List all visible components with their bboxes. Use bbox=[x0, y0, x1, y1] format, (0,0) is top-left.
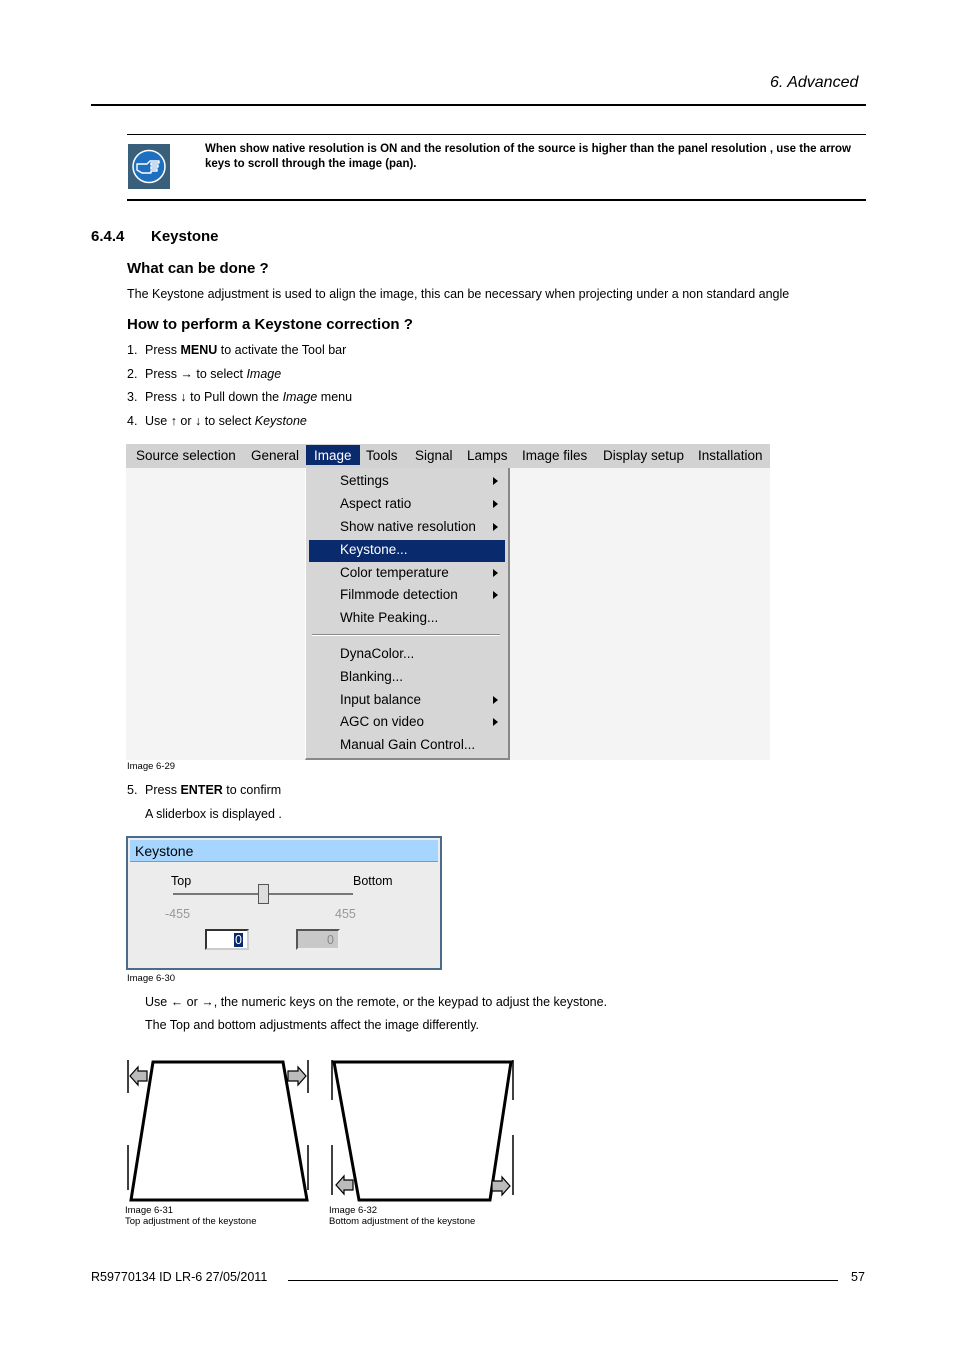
step-3: 3. Press ↓ to Pull down the Image menu bbox=[127, 390, 353, 404]
menu-item-filmmode-detection[interactable]: Filmmode detection bbox=[340, 587, 458, 602]
slider-label-bottom: Bottom bbox=[353, 874, 393, 888]
arrow-right-icon bbox=[492, 1177, 510, 1195]
menu-item-blanking[interactable]: Blanking... bbox=[340, 669, 404, 684]
slider-thumb[interactable] bbox=[258, 884, 269, 904]
slider-max-label: 455 bbox=[335, 907, 356, 921]
chapter-header: 6. Advanced bbox=[770, 74, 859, 91]
submenu-arrow-icon bbox=[493, 523, 498, 531]
caption-image-6-32: Image 6-32 bbox=[329, 1205, 378, 1216]
menu-source-selection[interactable]: Source selection bbox=[136, 448, 236, 463]
note-top-rule bbox=[127, 134, 866, 135]
slider-label-top: Top bbox=[171, 874, 192, 888]
submenu-arrow-icon bbox=[493, 477, 498, 485]
menu-item-manual-gain-control[interactable]: Manual Gain Control... bbox=[340, 737, 476, 752]
caption-image-6-31: Image 6-31 bbox=[125, 1205, 174, 1216]
submenu-arrow-icon bbox=[493, 696, 498, 704]
arrow-right-icon bbox=[288, 1067, 306, 1085]
menu-display-setup[interactable]: Display setup bbox=[603, 448, 685, 463]
step-4: 4. Use ↑ or ↓ to select Keystone bbox=[127, 414, 307, 428]
bottom-value-field: 0 bbox=[296, 929, 340, 950]
menu-item-agc-on-video[interactable]: AGC on video bbox=[340, 714, 425, 729]
bottom-keystone-diagram bbox=[328, 1055, 518, 1205]
menu-installation[interactable]: Installation bbox=[698, 448, 763, 463]
keystone-sliderbox bbox=[126, 836, 442, 970]
submenu-arrow-icon bbox=[493, 591, 498, 599]
what-text: The Keystone adjustment is used to align the image, this can be necessary when projecting under a non standard angle bbox=[127, 287, 790, 301]
page-number: 57 bbox=[851, 1270, 865, 1284]
menu-item-dynacolor[interactable]: DynaColor... bbox=[340, 646, 415, 661]
image-dropdown-menu bbox=[305, 468, 510, 760]
step-5-subtext: A sliderbox is displayed . bbox=[145, 807, 282, 821]
step-2: 2. Press → to select Image bbox=[127, 367, 282, 381]
section-title: Keystone bbox=[151, 228, 219, 245]
footer-docid: R59770134 ID LR-6 27/05/2011 bbox=[91, 1270, 268, 1284]
menu-image[interactable]: Image bbox=[306, 445, 360, 465]
note-bottom-rule bbox=[127, 199, 866, 201]
top-keystone-diagram bbox=[124, 1055, 314, 1205]
adjust-explanation: The Top and bottom adjustments affect the image differently. bbox=[145, 1018, 479, 1032]
footer-rule bbox=[288, 1280, 838, 1281]
keystone-shape-top bbox=[131, 1062, 307, 1200]
menu-lamps[interactable]: Lamps bbox=[467, 448, 508, 463]
menu-item-aspect-ratio[interactable]: Aspect ratio bbox=[340, 496, 412, 511]
arrow-left-icon bbox=[336, 1176, 353, 1194]
keystone-shape-bottom bbox=[334, 1062, 511, 1200]
caption-image-6-32-desc: Bottom adjustment of the keystone bbox=[329, 1216, 476, 1227]
menu-item-keystone[interactable]: Keystone... bbox=[340, 542, 408, 557]
header-rule bbox=[91, 104, 866, 106]
slider-min-label: -455 bbox=[165, 907, 191, 921]
menu-item-show-native-resolution[interactable]: Show native resolution bbox=[340, 519, 476, 534]
section-number: 6.4.4 bbox=[91, 228, 125, 245]
sliderbox-title: Keystone bbox=[135, 843, 194, 859]
tool-bar bbox=[126, 444, 770, 468]
caption-image-6-29: Image 6-29 bbox=[127, 761, 176, 772]
submenu-arrow-icon bbox=[493, 569, 498, 577]
arrow-left-icon bbox=[130, 1067, 147, 1085]
menu-separator bbox=[312, 634, 500, 636]
menu-image-files[interactable]: Image files bbox=[522, 448, 588, 463]
pointing-hand-icon bbox=[128, 144, 170, 189]
caption-image-6-31-desc: Top adjustment of the keystone bbox=[125, 1216, 257, 1227]
caption-image-6-30: Image 6-30 bbox=[127, 973, 176, 984]
submenu-arrow-icon bbox=[493, 500, 498, 508]
menu-tools[interactable]: Tools bbox=[366, 448, 398, 463]
step-5: 5. Press ENTER to confirm bbox=[127, 783, 282, 797]
submenu-arrow-icon bbox=[493, 718, 498, 726]
menu-general[interactable]: General bbox=[251, 448, 300, 463]
adjust-instruction: Use ← or →, the numeric keys on the remote, or the keypad to adjust the keystone. bbox=[145, 995, 608, 1009]
top-value-field[interactable]: 0 bbox=[205, 929, 249, 950]
note-text: When show native resolution is ON and the resolution of the source is higher than the panel resolution , use the arrow keys to scroll through the image (pan). bbox=[205, 143, 851, 170]
menu-item-input-balance[interactable]: Input balance bbox=[340, 692, 422, 707]
what-heading: What can be done ? bbox=[127, 260, 269, 277]
menu-item-white-peaking[interactable]: White Peaking... bbox=[340, 610, 439, 625]
menu-signal[interactable]: Signal bbox=[415, 448, 453, 463]
menu-item-color-temperature[interactable]: Color temperature bbox=[340, 565, 449, 580]
step-1: 1. Press MENU to activate the Tool bar bbox=[127, 343, 347, 357]
sliderbox-titlebar bbox=[130, 840, 438, 862]
how-heading: How to perform a Keystone correction ? bbox=[127, 316, 413, 333]
menu-item-settings[interactable]: Settings bbox=[340, 473, 389, 488]
